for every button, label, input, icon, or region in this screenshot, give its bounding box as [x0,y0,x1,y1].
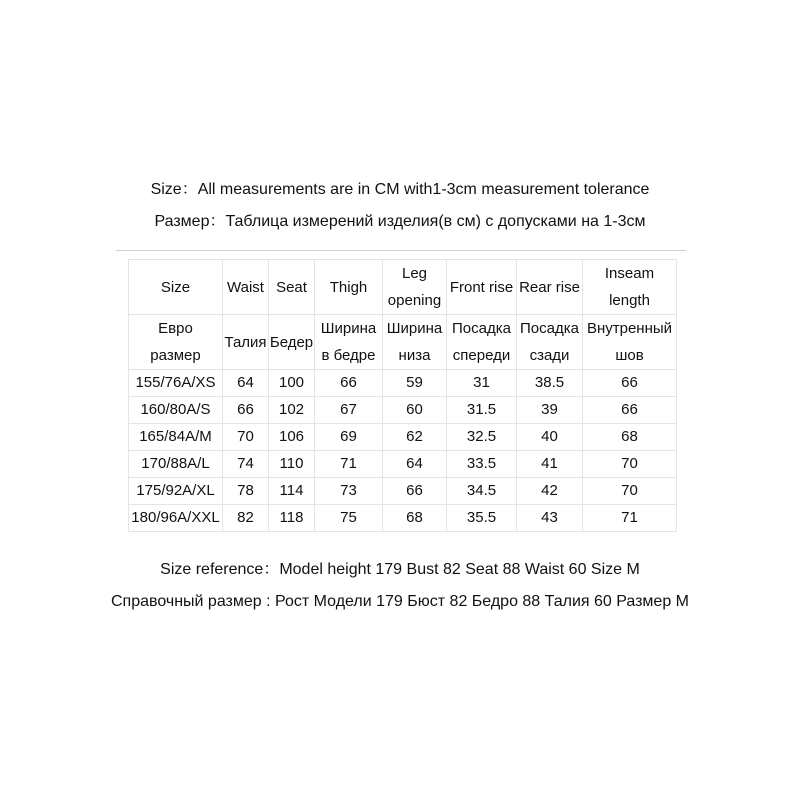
measurement-cell: 32.5 [447,424,517,451]
header-cell [315,260,383,315]
measurement-cell: 66 [583,397,677,424]
header-text: Rear rise [519,278,580,296]
size-cell: 165/84A/M [129,424,223,451]
measurement-cell: 71 [583,505,677,532]
measurement-cell: 31.5 [447,397,517,424]
header-row-en [129,260,677,315]
measurement-cell: 40 [517,424,583,451]
measurement-cell: 64 [223,370,269,397]
header-cell [383,260,447,315]
header-text: Посадка [452,320,511,337]
header-cell [517,315,583,370]
measurement-cell: 74 [223,451,269,478]
header-text: Size [160,278,191,296]
header-text: Посадка [520,320,579,337]
table-row [129,370,677,397]
size-reference-ru: Справочный размер : Рост Модели 179 Бюст 82 Бедро 88 Талия 60 Размер M [110,593,689,610]
measurement-cell: 73 [315,478,383,505]
size-reference-en: Size reference：Model height 179 Bust 82 Seat 88 Waist 60 Size M [160,561,640,578]
measurement-cell: 35.5 [447,505,517,532]
measurement-cell: 75 [315,505,383,532]
header-text: Бедер [269,333,314,351]
table-row [129,505,677,532]
measurement-cell: 78 [223,478,269,505]
measurement-cell: 66 [315,370,383,397]
measurement-cell: 42 [517,478,583,505]
header-cell [583,260,677,315]
measurement-cell: 82 [223,505,269,532]
header-text: размер [150,347,201,364]
measurement-cell: 68 [583,424,677,451]
header-row-ru [129,315,677,370]
header-text: Ширина [320,320,377,337]
measurement-cell: 64 [383,451,447,478]
measurement-cell: 69 [315,424,383,451]
header-text: Leg [401,265,428,282]
header-text: opening [387,292,442,309]
measurement-cell: 118 [269,505,315,532]
measurement-cell: 114 [269,478,315,505]
header-text: Front rise [449,278,514,296]
table-row [129,397,677,424]
size-table [128,259,677,532]
header-cell [517,260,583,315]
measurement-cell: 70 [223,424,269,451]
size-cell: 180/96A/XXL [129,505,223,532]
header-cell [315,315,383,370]
header-text: Inseam [604,265,655,282]
measurement-cell: 106 [269,424,315,451]
measurement-cell: 43 [517,505,583,532]
measurement-cell: 59 [383,370,447,397]
measurement-cell: 102 [269,397,315,424]
header-cell [447,315,517,370]
header-text: Внутренный [586,320,673,337]
measurement-cell: 33.5 [447,451,517,478]
size-cell: 175/92A/XL [129,478,223,505]
header-text: спереди [452,347,511,364]
title-line-ru: Размер：Таблица измерений изделия(в см) с допусками на 1-3см [154,213,646,230]
header-text: Евро [158,320,193,337]
header-text: Seat [276,278,307,296]
header-text: Ширина [386,320,443,337]
header-cell [223,315,269,370]
measurement-cell: 41 [517,451,583,478]
measurement-cell: 67 [315,397,383,424]
measurement-cell: 110 [269,451,315,478]
header-cell [447,260,517,315]
size-cell: 160/80A/S [129,397,223,424]
header-text: Waist [227,278,264,296]
measurement-cell: 66 [223,397,269,424]
header-text: length [609,292,650,309]
measurement-cell: 70 [583,451,677,478]
header-text: сзади [529,347,570,364]
measurement-cell: 31 [447,370,517,397]
measurement-cell: 68 [383,505,447,532]
header-cell [129,260,223,315]
table-row [129,424,677,451]
header-cell [223,260,269,315]
measurement-cell: 70 [583,478,677,505]
size-cell: 170/88A/L [129,451,223,478]
size-cell: 155/76A/XS [129,370,223,397]
measurement-cell: 38.5 [517,370,583,397]
table-row [129,451,677,478]
header-text: низа [398,347,431,364]
header-text: Талия [224,333,267,351]
header-text: в бедре [321,347,376,364]
header-cell [269,315,315,370]
header-cell [129,315,223,370]
measurement-cell: 66 [583,370,677,397]
measurement-cell: 60 [383,397,447,424]
title-line-en: Size：All measurements are in CM with1-3cm measurement tolerance [150,181,650,198]
header-cell [269,260,315,315]
header-text: шов [615,347,644,364]
header-cell [383,315,447,370]
header-text: Thigh [329,278,368,296]
measurement-cell: 34.5 [447,478,517,505]
measurement-cell: 100 [269,370,315,397]
header-cell [583,315,677,370]
measurement-cell: 71 [315,451,383,478]
measurement-cell: 66 [383,478,447,505]
table-row [129,478,677,505]
measurement-cell: 39 [517,397,583,424]
divider [116,250,686,251]
measurement-cell: 62 [383,424,447,451]
